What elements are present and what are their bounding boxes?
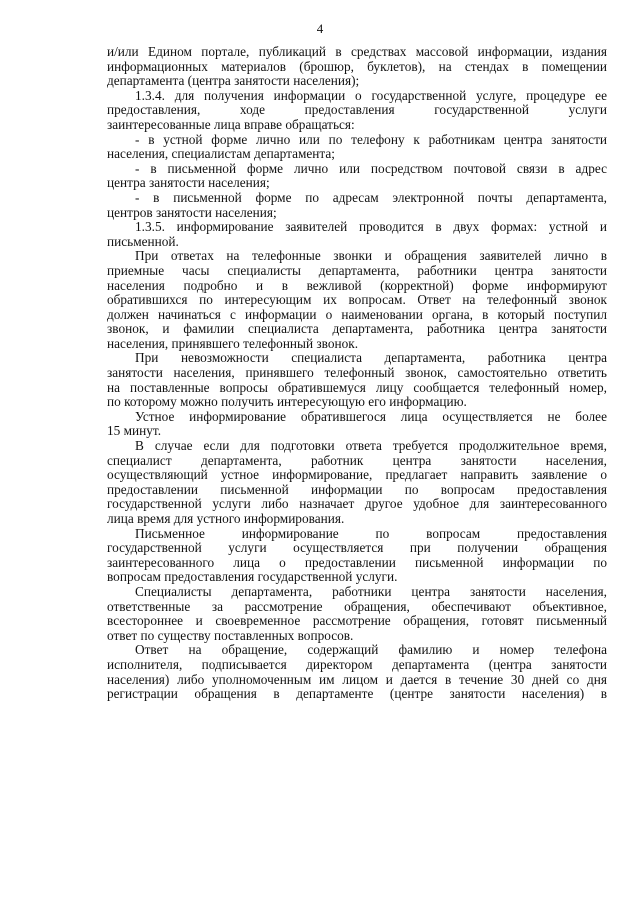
text-line: Письменное информирование по вопросам предоставления (135, 526, 607, 541)
text-line: должен начинаться с информации о наименовании органа, в который поступил (107, 307, 607, 322)
text-line: населения, специалистам департамента; (107, 147, 335, 162)
text-line: В случае если для подготовки ответа требуется продолжительное время, (135, 439, 607, 454)
text-line: государственной услуги осуществляется при получении обращения (107, 541, 607, 556)
page-number: 4 (316, 21, 324, 36)
text-line: и/или Едином портале, публикаций в средствах массовой информации, издания (107, 45, 607, 59)
text-line: занятости населения, принявшего телефонный звонок, самостоятельно ответить (107, 366, 607, 381)
text-line: ответ по существу поставленных вопросов. (107, 628, 354, 643)
text-line: населения) либо уполномоченным им лицом и дается в течение 30 дней со дня (107, 672, 607, 687)
text-line: осуществляющий устное информирование, предлагает направить заявление о (107, 468, 607, 483)
text-line: - в устной форме лично или по телефону к работникам центра занятости (135, 132, 607, 147)
text-line: ответственные за рассмотрение обращения, обеспечивают объективное, (107, 599, 607, 614)
text-line: исполнителя, подписывается директором департамента (центра занятости (107, 657, 607, 672)
text-line: лица время для устного информирования. (107, 512, 345, 526)
text-line: Специалисты департамента, работники центра занятости населения, (135, 584, 607, 599)
text-line: заинтересованного лица о предоставлении письменной информации по (107, 555, 607, 570)
text-line: департамента (центра занятости населения); (107, 74, 360, 89)
text-line: населения, принявшего телефонный звонок. (107, 336, 359, 351)
text-line: центров занятости населения; (107, 205, 277, 220)
text-line: обратившихся по интересующим их вопросам. Ответ на телефонный звонок (107, 293, 607, 308)
text-line: письменной. (107, 234, 179, 249)
text-line: Устное информирование обратившегося лица осуществляется не более (135, 409, 607, 424)
text-line: 1.3.5. информирование заявителей проводится в двух формах: устной и (135, 220, 607, 235)
text-line: по которому можно получить интересующую его информацию. (107, 395, 467, 410)
text-line: специалист департамента, работник центра занятости населения, (107, 453, 607, 468)
text-line: При ответах на телефонные звонки и обращения заявителей лично в (135, 249, 607, 264)
text-line: заинтересованные лица вправе обращаться: (107, 117, 355, 132)
text-line: 1.3.4. для получения информации о государственной услуге, процедуре ее (135, 88, 607, 103)
text-line: предоставления, ходе предоставления государственной услуги (107, 103, 607, 118)
text-line: - в письменной форме лично или посредством почтовой связи в адрес (135, 161, 607, 176)
text-line: населения подробно и в вежливой (корректной) форме информируют (107, 278, 607, 293)
body-text (107, 45, 607, 702)
text-line: предоставлении письменной информации по вопросам предоставления (107, 482, 607, 497)
text-line: При невозможности специалиста департамента, работника центра (135, 351, 607, 366)
text-line: - в письменной форме по адресам электронной почты департамента, (135, 190, 607, 205)
text-line: центра занятости населения; (107, 176, 270, 191)
text-line: 15 минут. (107, 424, 162, 439)
text-line: Ответ на обращение, содержащий фамилию и номер телефона (135, 643, 607, 658)
text-line: государственной услуги либо назначает другое удобное для заинтересованного (107, 497, 607, 512)
text-line: всестороннее и своевременное рассмотрение обращения, готовят письменный (107, 614, 607, 629)
text-line: регистрации обращения в департаменте (центре занятости населения) в (107, 687, 607, 702)
text-line: на поставленные вопросы обратившемуся лицу сообщается телефонный номер, (107, 380, 607, 395)
text-line: вопросам предоставления государственной услуги. (107, 570, 398, 585)
text-line: информационных материалов (брошюр, буклетов), на стендах в помещении (107, 59, 607, 74)
text-line: приемные часы специалисты департамента, работники центра занятости (107, 263, 607, 278)
text-line: звонок, и фамилии специалиста департамента, работника центра занятости (107, 322, 607, 337)
